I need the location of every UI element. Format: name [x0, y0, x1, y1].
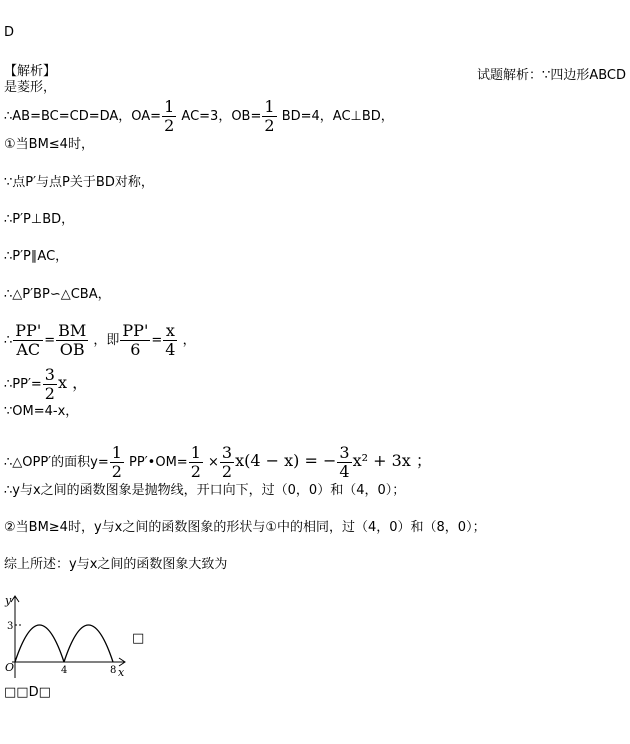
perpendicular-line: ∴P′P⊥BD， [4, 212, 75, 227]
origin-label: O [5, 661, 15, 674]
analysis-intro-cont: 是菱形， [4, 80, 57, 95]
parabola-conclusion-line: ∴y与x之间的函数图象是抛物线，开口向下，过（0，0）和（4，0）； [4, 483, 406, 498]
area-equation-line: ∴△OPP′的面积y= $\frac{1}{2}$ PP′•OM= $\frac{1}{2}$ × $\frac{3}{2}$ x(4 − x) = − $\frac{3}{4}$ x² + 3x ； [4, 443, 432, 481]
function-graph [0, 588, 170, 683]
x-tick-label-8: 8 [110, 665, 117, 676]
summary-line: 综上所述：y与x之间的函数图象大致为 [4, 557, 228, 572]
placeholder-box: □ [132, 631, 145, 646]
similar-triangles-line: ∴△P′BP∽△CBA， [4, 287, 111, 302]
x-axis-label: x [118, 666, 125, 679]
analysis-label: 【解析】 [4, 64, 57, 79]
om-line: ∵OM=4-x， [4, 404, 79, 419]
case-one-heading: ①当BM≤4时， [4, 137, 94, 152]
answer-text: D [4, 25, 15, 40]
symmetry-line: ∵点P′与点P关于BD对称， [4, 175, 154, 190]
parabola-arc-2 [64, 625, 113, 662]
y-axis-label: y [5, 594, 12, 607]
case-two-line: ②当BM≥4时，y与x之间的函数图象的形状与①中的相同，过（4，0）和（8，0）； [4, 520, 486, 535]
analysis-intro: 试题解析：∵四边形ABCD [477, 68, 626, 83]
parabola-arc-1 [15, 625, 64, 662]
ratio-equation-line: ∴ $\frac{PP'}{AC}$ = $\frac{BM}{OB}$ ，即 $\frac{PP'}{6}$ = $\frac{x}{4}$ ， [4, 321, 196, 359]
pp-length-line: ∴PP′= $\frac{3}{2}$ x ， [4, 365, 89, 403]
x-tick-label-4: 4 [61, 665, 68, 676]
rhombus-facts-line: ∴AB=BC=CD=DA，OA= $\frac{1}{2}$ AC=3，OB= $\frac{1}{2}$ BD=4，AC⊥BD， [4, 97, 394, 135]
y-tick-label: 3 [7, 621, 14, 632]
parallel-line: ∴P′P∥AC， [4, 249, 69, 264]
final-answer-line: □□D□ [4, 685, 51, 700]
